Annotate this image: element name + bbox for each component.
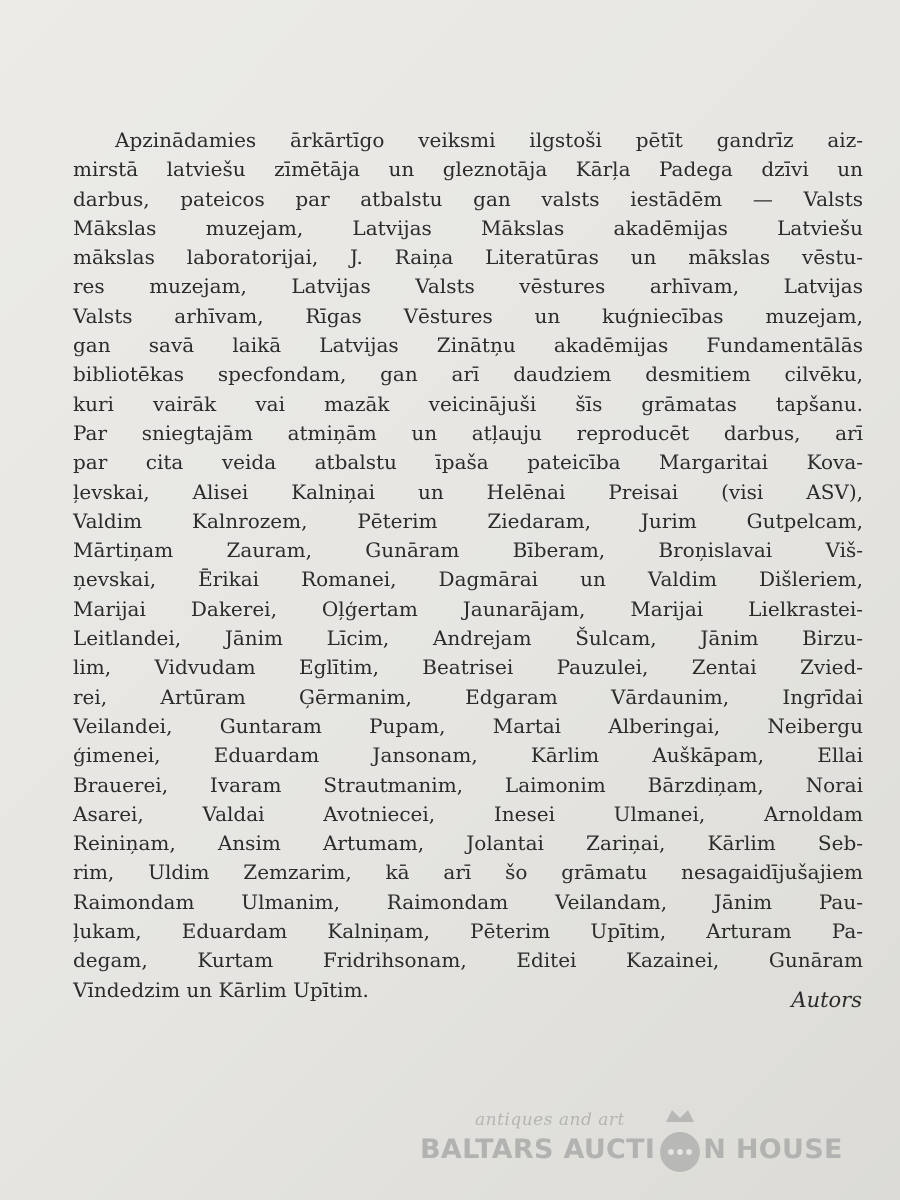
text-line: Valdim Kalnrozem, Pēterim Ziedaram, Jurim Gutpelcam, — [73, 508, 863, 533]
text-line: ņevskai, Ērikai Romanei, Dagmārai un Valdim Dišleriem, — [73, 567, 863, 592]
text-line: degam, Kurtam Fridrihsonam, Editei Kazainei, Gunāram — [73, 948, 863, 973]
text-line: res muzejam, Latvijas Valsts vēstures arhīvam, Latvijas — [73, 274, 863, 299]
watermark-brand-left: BALTARS AUCTI — [420, 1134, 656, 1165]
text-line: Brauerei, Ivaram Strautmanim, Laimonim Bārzdiņam, Norai — [73, 772, 863, 797]
text-line: Marijai Dakerei, Oļģertam Jaunarājam, Marijai Lielkrastei- — [73, 596, 863, 621]
text-line: par cita veida atbalstu īpaša pateicība Margaritai Kova- — [73, 450, 863, 475]
text-line: rim, Uldim Zemzarim, kā arī šo grāmatu nesagaidījušajiem — [73, 860, 863, 885]
author-signature: Autors — [791, 988, 862, 1012]
text-line: darbus, pateicos par atbalstu gan valsts iestādēm — Valsts — [73, 186, 863, 211]
text-line: Vīndedzim un Kārlim Upītim. — [73, 977, 369, 1002]
text-line: kuri vairāk vai mazāk veicinājuši šīs grāmatas tapšanu. — [73, 391, 863, 416]
text-line: rei, Artūram Ģērmanim, Edgaram Vārdaunim, Ingrīdai — [73, 684, 863, 709]
text-line: gan savā laikā Latvijas Zinātņu akadēmijas Fundamentālās — [73, 333, 863, 358]
text-line: Mākslas muzejam, Latvijas Mākslas akadēmijas Latviešu — [73, 215, 863, 240]
text-line: mākslas laboratorijai, J. Raiņa Literatūras un mākslas vēstu- — [73, 245, 863, 270]
text-line: Leitlandei, Jānim Līcim, Andrejam Šulcam, Jānim Birzu- — [73, 626, 863, 651]
text-line: Valsts arhīvam, Rīgas Vēstures un kuģniecības muzejam, — [73, 303, 863, 328]
text-line: Apzinādamies ārkārtīgo veiksmi ilgstoši pētīt gandrīz aiz- — [115, 128, 863, 152]
acknowledgement-text — [73, 126, 863, 1005]
text-line: ļevskai, Alisei Kalniņai un Helēnai Preisai (visi ASV), — [73, 479, 863, 504]
text-line: lim, Vidvudam Eglītim, Beatrisei Pauzulei, Zentai Zvied- — [73, 655, 863, 680]
text-line: Reiniņam, Ansim Artumam, Jolantai Zariņai, Kārlim Seb- — [73, 831, 863, 856]
text-line: mirstā latviešu zīmētāja un gleznotāja Kārļa Padega dzīvi un — [73, 157, 863, 182]
text-line: ļukam, Eduardam Kalniņam, Pēterim Upītim, Arturam Pa- — [73, 919, 863, 944]
text-line: Par sniegtajām atmiņām un atļauju reproducēt darbus, arī — [73, 420, 863, 445]
watermark-brand-right: N HOUSE — [703, 1134, 843, 1165]
watermark-brand — [420, 1134, 843, 1165]
watermark-subtitle: antiques and art — [475, 1110, 625, 1130]
text-line: Raimondam Ulmanim, Raimondam Veilandam, Jānim Pau- — [73, 889, 863, 914]
text-line: Asarei, Valdai Avotniecei, Inesei Ulmanei, Arnoldam — [73, 801, 863, 826]
auction-house-watermark — [420, 1100, 843, 1180]
text-line: Mārtiņam Zauram, Gunāram Bīberam, Broņislavai Viš- — [73, 538, 863, 563]
text-line: bibliotēkas specfondam, gan arī daudziem desmitiem cilvēku, — [73, 362, 863, 387]
text-line: Veilandei, Guntaram Pupam, Martai Alberingai, Neibergu — [73, 713, 863, 738]
text-line: ģimenei, Eduardam Jansonam, Kārlim Auškāpam, Ellai — [73, 743, 863, 768]
